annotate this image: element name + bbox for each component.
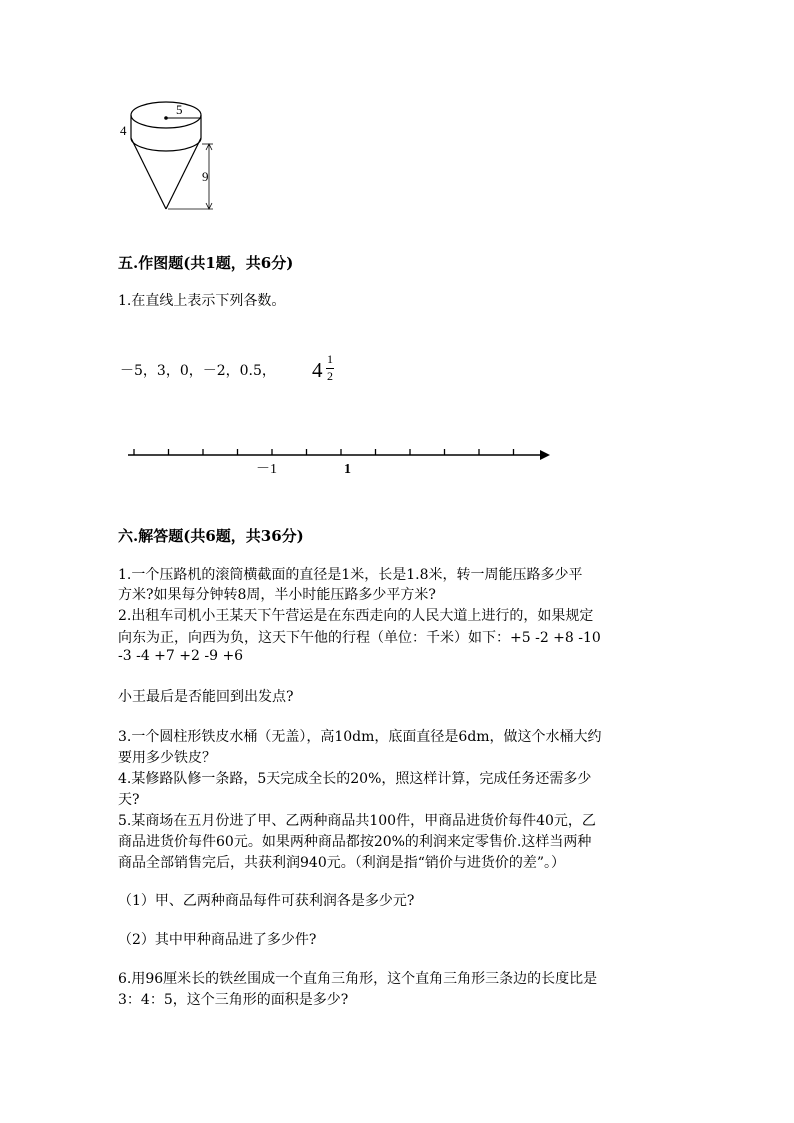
q3-line1: 3.一个圆柱形铁皮水桶（无盖），高10dm，底面直径是6dm，做这个水桶大约 — [118, 729, 602, 745]
mixed-number — [312, 352, 342, 392]
q2-line1: 2.出租车司机小王某天下午营运是在东西走向的人民大道上进行的，如果规定 — [118, 608, 594, 624]
cylinder-cone-figure — [110, 90, 230, 220]
cone-height-label: 9 — [202, 169, 209, 184]
q4-line1: 4.某修路队修一条路，5天完成全长的20%，照这样计算，完成任务还需多少 — [118, 771, 592, 787]
q5-line3: 商品全部销售完后，共获利润940元。（利润是指“销价与进货价的差”。） — [118, 855, 566, 871]
section5-q1: 1.在直线上表示下列各数。 — [118, 293, 286, 309]
q5-sub1: （1）甲、乙两种商品每件可获利润各是多少元? — [118, 893, 415, 909]
q6-line2: 3：4：5，这个三角形的面积是多少? — [118, 992, 349, 1008]
cylinder-height-label: 4 — [120, 123, 127, 138]
q5-line1: 5.某商场在五月份进了甲、乙两种商品共100件，甲商品进货价每件40元，乙 — [118, 813, 596, 829]
q6-line1: 6.用96厘米长的铁丝围成一个直角三角形，这个直角三角形三条边的长度比是 — [118, 971, 598, 987]
q1-line2: 方米?如果每分钟转8周，半小时能压路多少平方米? — [118, 587, 436, 603]
numbers-list: －5，3，0，－2，0.5， — [120, 363, 276, 379]
q4-line2: 天? — [118, 792, 140, 808]
q2-line2: 向东为正，向西为负，这天下午他的行程（单位：千米）如下：+5 -2 +8 -10 — [118, 630, 601, 646]
radius-label: 5 — [176, 102, 183, 117]
mixed-denominator: 2 — [327, 369, 333, 383]
mixed-numerator: 1 — [327, 352, 333, 366]
q5-sub2: （2）其中甲种商品进了多少件? — [118, 932, 317, 948]
section6-heading: 六.解答题(共6题，共36分) — [118, 527, 304, 545]
mixed-whole: 4 — [312, 358, 323, 382]
axis-label-1: 1 — [344, 462, 351, 477]
section5-heading: 五.作图题(共1题，共6分) — [118, 254, 294, 272]
q5-line2: 商品进货价每件60元。如果两种商品都按20%的利润来定零售价.这样当两种 — [118, 834, 592, 850]
axis-label-neg1: －1 — [256, 462, 277, 477]
q2-line3: -3 -4 +7 +2 -9 +6 — [118, 648, 244, 664]
q1-line1: 1.一个压路机的滚筒横截面的直径是1米，长是1.8米，转一周能压路多少平 — [118, 567, 583, 583]
number-line — [120, 440, 560, 480]
q3-line2: 要用多少铁皮？ — [118, 750, 216, 766]
q2-line4: 小王最后是否能回到出发点? — [118, 689, 294, 705]
